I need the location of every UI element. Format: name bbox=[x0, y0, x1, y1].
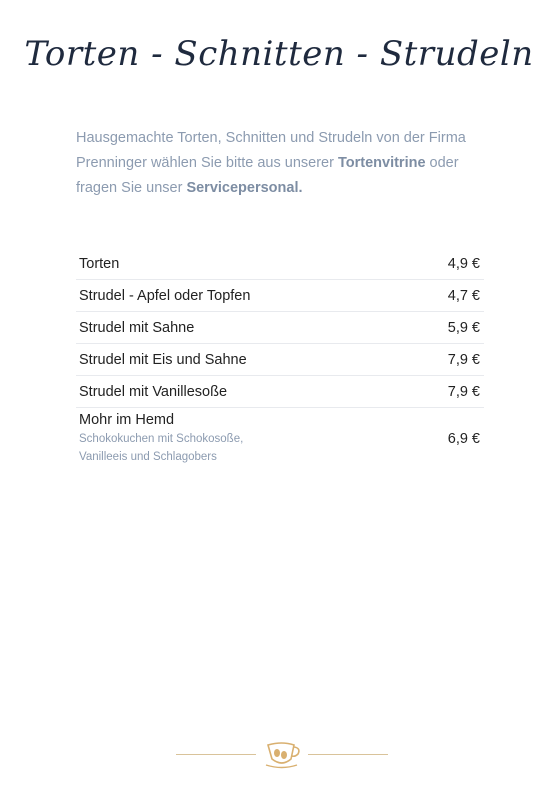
coffee-cup-icon bbox=[262, 737, 302, 771]
page-title: Torten - Schnitten - Strudeln bbox=[24, 34, 534, 74]
menu-item bbox=[76, 248, 484, 280]
menu-item-price: 5,9 € bbox=[447, 319, 480, 336]
menu-item-name: Strudel mit Eis und Sahne bbox=[79, 351, 247, 368]
menu-item-price: 6,9 € bbox=[447, 431, 480, 447]
menu-item bbox=[76, 280, 484, 312]
intro-bold-vitrine: Tortenvitrine bbox=[337, 155, 426, 171]
menu-item-price: 4,7 € bbox=[447, 287, 480, 304]
menu-item-name: Strudel mit Vanillesoße bbox=[79, 383, 228, 400]
footer-ornament bbox=[176, 735, 388, 775]
menu-item-name: Strudel mit Sahne bbox=[79, 319, 195, 336]
divider-right bbox=[308, 754, 388, 755]
divider-left bbox=[176, 754, 256, 755]
menu-item bbox=[76, 312, 484, 344]
intro-part2: oder fragen Sie unser bbox=[76, 155, 459, 196]
menu-item-price: 7,9 € bbox=[447, 383, 480, 400]
menu-list bbox=[76, 248, 484, 470]
menu-item-price: 7,9 € bbox=[447, 351, 480, 368]
intro-bold-service: Servicepersonal. bbox=[186, 180, 303, 196]
menu-item-description: Schokokuchen mit Schokosoße, Vanilleeis und Schlagobers bbox=[79, 433, 244, 463]
menu-item-price: 4,9 € bbox=[447, 255, 480, 272]
menu-item bbox=[76, 344, 484, 376]
menu-item-name: Mohr im Hemd bbox=[79, 412, 175, 428]
menu-item bbox=[76, 376, 484, 408]
menu-item-name: Strudel - Apfel oder Topfen bbox=[79, 287, 251, 304]
menu-item-name: Torten bbox=[79, 255, 120, 272]
intro-part1: Hausgemachte Torten, Schnitten und Strudeln von der Firma Prenninger wählen Sie bitte aus unserer bbox=[76, 130, 466, 171]
intro-text bbox=[76, 126, 496, 201]
menu-item bbox=[76, 408, 484, 470]
